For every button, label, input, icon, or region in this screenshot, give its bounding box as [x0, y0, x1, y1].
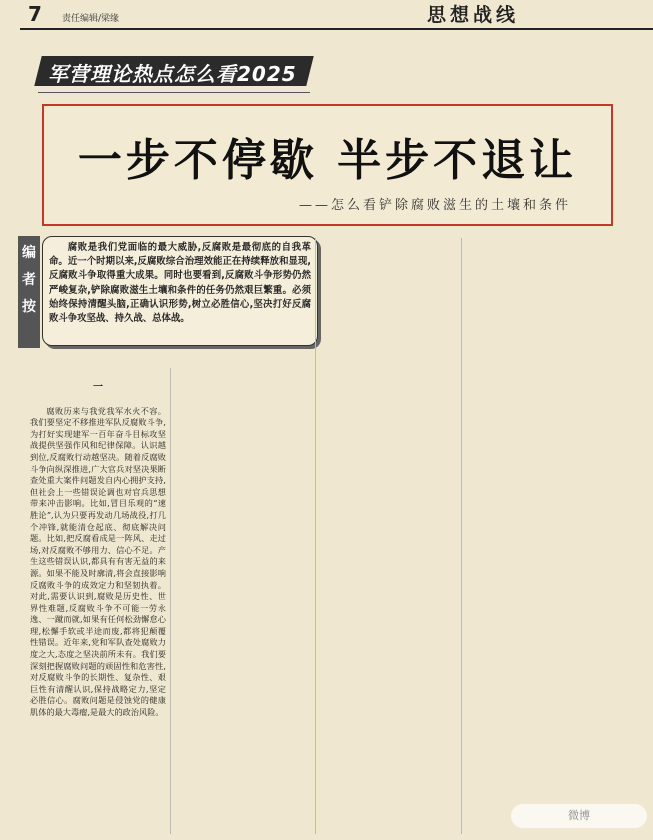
column-divider — [170, 368, 171, 834]
editor-note-text: 腐败是我们党面临的最大威胁,反腐败是最彻底的自我革命。近一个时期以来,反腐败综合治理效能正在持续释放和显现,反腐败斗争取得重大成果。同时也要看到,反腐败斗争形势仍然严峻复杂,铲除腐败滋生土壤和条件的任务仍然艰巨繁重。必须始终保持清醒头脑,正确认识形势,树立必胜信心,坚决打好反腐败斗争攻坚战、持久战、总体战。 — [42, 236, 318, 346]
editor-credit: 责任编辑/梁缘 — [62, 14, 120, 24]
column-1-text: 腐败历来与我党我军水火不容。我们要坚定不移推进军队反腐败斗争,为打好实现建军一百年奋斗目标攻坚战提供坚强作风和纪律保障。认识越到位,反腐败行动越坚决。随着反腐败斗争向纵深推进,广大官兵对坚决果断查处重大案件问题发自内心拥护支持,但社会上一些错误论调也对官兵思想带来冲击影响。比如,冒目乐观的“速胜论”,认为只要再发动几场战役,打几个冲锋,就能清仓起底、彻底解决问题。比如,把反腐看成是一阵风、走过场,对反腐败不够用力、信心不足。产生这些错误认识,都具有有害无益的来源。如果不能及时廓清,将会直接影响反腐败斗争的成效定力和坚韧执着。对此,需要认识到,腐败是历史性、世界性难题,反腐败斗争不可能一劳永逸、一蹴而就,如果有任何松劲懈怠心理,松懈手软或半途而废,都将犯颠覆性错误。近年来,党和军队查处腐败力度之大,态度之坚决前所未有。我们要深刻把握腐败问题的顽固性和危害性,对反腐败斗争的长期性、复杂性、艰巨性有清醒认识,保持战略定力,坚定必胜信心。腐败问题是侵蚀党的健康肌体的最大毒瘤,是最大的政治风险。 — [30, 405, 166, 718]
section-title: 思想战线 — [427, 4, 520, 26]
headline-title: 一步不停歇 半步不退让 — [77, 135, 578, 186]
watermark: 微博 — [511, 804, 647, 828]
column-heading-1: 一 — [93, 382, 103, 393]
editor-note — [18, 236, 330, 356]
column-divider — [461, 238, 462, 834]
column-divider — [315, 238, 316, 834]
headline-box — [42, 104, 613, 226]
article-column-1 — [30, 368, 166, 834]
headline-subtitle: ——怎么看铲除腐败滋生的土壤和条件 — [298, 198, 571, 213]
page-header — [0, 0, 653, 28]
header-rule — [20, 28, 653, 30]
page-number: 7 — [28, 2, 42, 26]
banner-underline — [38, 92, 310, 93]
editor-note-label: 编者按 — [18, 236, 40, 348]
banner-title: 军营理论热点怎么看2025 — [48, 62, 297, 86]
